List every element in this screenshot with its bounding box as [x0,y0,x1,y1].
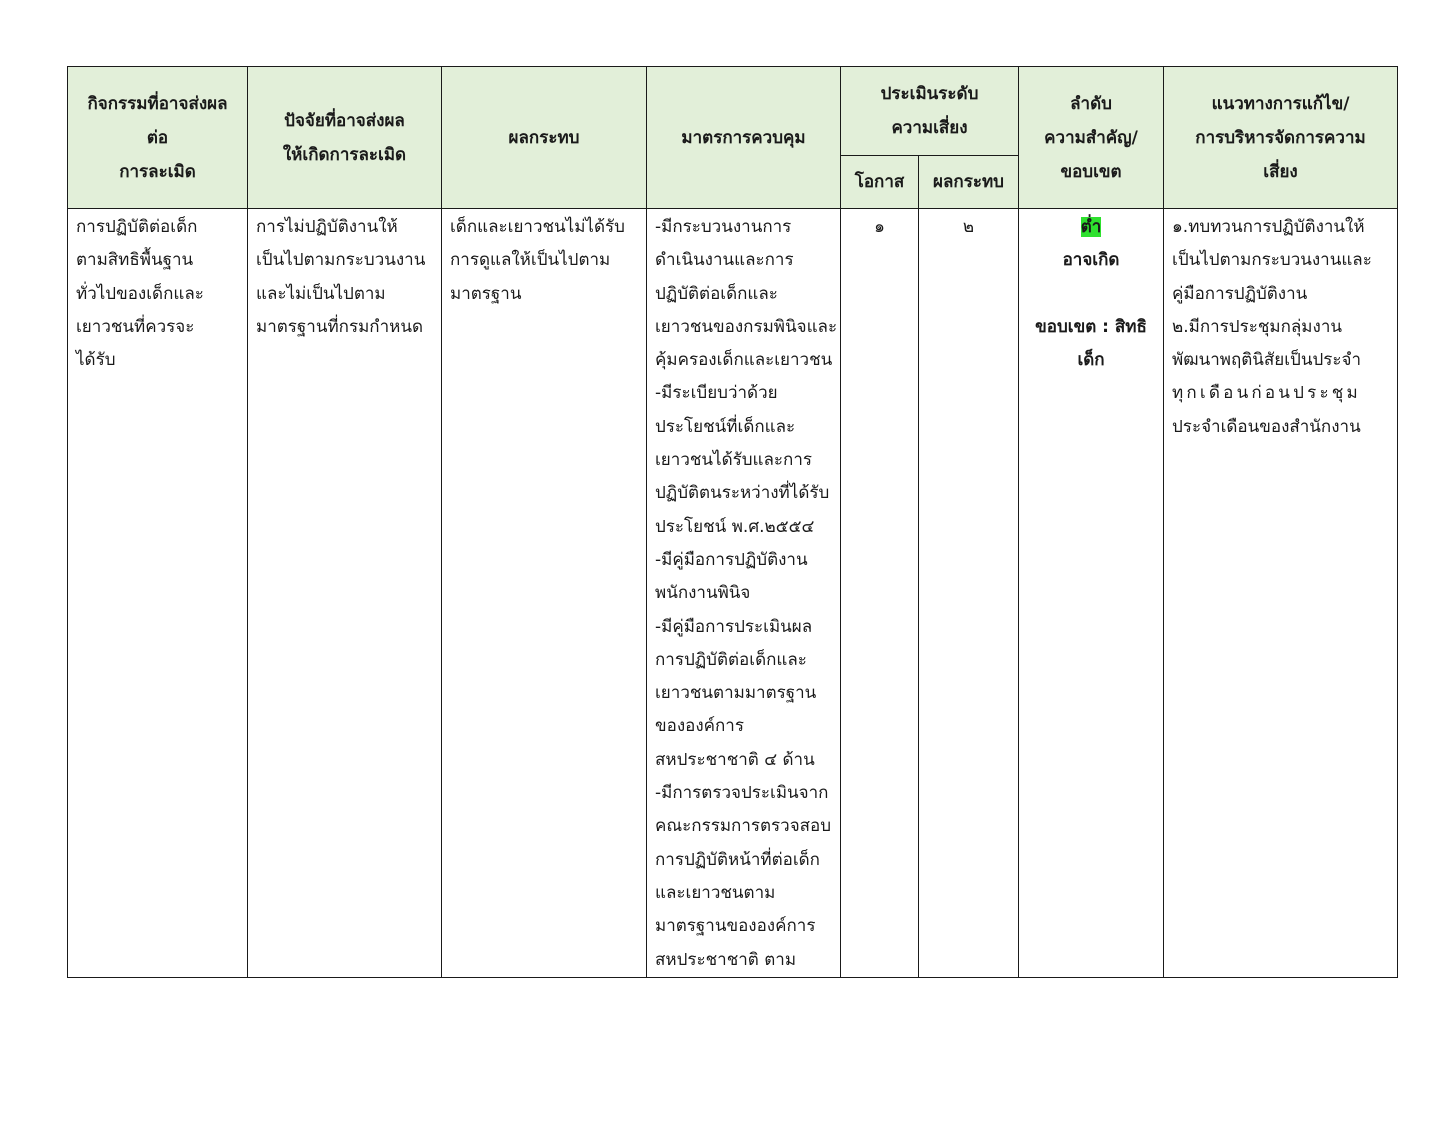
cell-text-line: ทั่วไปของเด็กและ [76,283,204,304]
cell-risk-impact [919,209,1019,978]
cell-text-line: การปฏิบัติต่อเด็ก [76,217,198,237]
cell-text-line: ๒.มีการประชุมกลุ่มงาน [1172,316,1342,337]
cell-text-line: คุ้มครองเด็กและเยาวชน [655,350,833,371]
cell-text-line: และไม่เป็นไปตาม [256,283,386,304]
cell-factor [248,209,442,978]
cell-text-line: ปฏิบัติตนระหว่างที่ได้รับ [655,483,830,504]
cell-text-line: การดูแลให้เป็นไปตาม [450,250,611,271]
risk-assessment-table [67,66,1398,978]
cell-activity [68,209,248,978]
cell-text-line: -มีคู่มือการประเมินผล [655,616,813,637]
cell-text-line: -มีคู่มือการปฏิบัติงาน [655,549,808,570]
cell-text-line: -มีการตรวจประเมินจาก [655,783,829,804]
cell-text-line: -มีระเบียบว่าด้วย [655,383,778,404]
header-control-label: มาตรการควบคุม [681,127,806,148]
header-activity-line: การละเมิด [119,161,196,182]
cell-priority [1019,209,1164,978]
header-solution-line: เสี่ยง [1263,161,1298,182]
cell-text-line: พนักงานพินิจ [655,583,751,604]
header-activity [68,67,248,209]
cell-text-line: ขององค์การ [655,716,744,737]
header-priority-line: ขอบเขต [1060,161,1122,182]
cell-text-line: ประโยชน์ที่เด็กและ [655,416,796,437]
cell-text-line: มาตรฐานขององค์การ [655,916,816,937]
cell-text-line: คู่มือการปฏิบัติงาน [1172,283,1308,304]
likelihood-value: ๑ [874,217,885,237]
header-risk-level-line: ความเสี่ยง [891,118,968,138]
header-risk-level [841,67,1019,156]
priority-level-badge: ต่ำ [1080,217,1102,237]
scope-line: ขอบเขต : สิทธิ [1035,316,1147,337]
header-activity-line: ต่อ [146,127,169,148]
cell-text-line: มาตรฐานที่กรมกำหนด [256,316,424,337]
cell-text-line: เป็นไปตามกระบวนงานและ [1172,250,1372,271]
cell-text-line: สหประชาชาติ ๔ ด้าน [655,749,815,770]
cell-text-line: ได้รับ [76,350,116,371]
cell-text-line: การไม่ปฏิบัติงานให้ [256,217,398,237]
table-row [68,209,1398,978]
cell-text-line: ทุกเดือนก่อนประชุม [1172,383,1361,404]
header-impact [442,67,647,209]
header-risk-level-line: ประเมินระดับ [880,84,979,104]
cell-solution [1164,209,1398,978]
cell-text-line: ประโยชน์ พ.ศ.๒๕๕๔ [655,516,815,537]
cell-text-line: สหประชาชาติ ตาม [655,949,797,970]
cell-text-line: เด็กและเยาวชนไม่ได้รับ [450,217,625,237]
header-priority-line: ความสำคัญ/ [1044,127,1138,148]
cell-text-line: เยาวชนตามมาตรฐาน [655,683,817,704]
scope-line: เด็ก [1077,350,1105,371]
cell-text-line: มาตรฐาน [450,283,522,304]
cell-text-line: การปฏิบัติต่อเด็กและ [655,649,807,670]
header-priority [1019,67,1164,209]
cell-text-line: เยาวชนของกรมพินิจและ [655,316,838,337]
header-factor-line: ปัจจัยที่อาจส่งผล [284,110,405,131]
header-activity-line: กิจกรรมที่อาจส่งผล [87,93,228,114]
header-solution-line: การบริหารจัดการความ [1195,127,1366,148]
cell-text-line: เยาวชนได้รับและการ [655,450,813,471]
header-impact-label: ผลกระทบ [508,127,580,148]
cell-text-line: เยาวชนที่ควรจะ [76,316,195,337]
header-control [647,67,841,209]
header-likelihood-label: โอกาส [854,172,905,192]
header-risk-impact [919,156,1019,209]
header-factor-line: ให้เกิดการละเมิด [282,144,407,165]
header-priority-line: ลำดับ [1070,93,1112,114]
header-factor [248,67,442,209]
header-solution-line: แนวทางการแก้ไข/ [1211,93,1350,114]
cell-text-line: ๑.ทบทวนการปฏิบัติงานให้ [1172,217,1365,237]
cell-text-line: พัฒนาพฤตินิสัยเป็นประจำ [1172,350,1362,371]
header-solution [1164,67,1398,209]
cell-impact [442,209,647,978]
header-risk-impact-label: ผลกระทบ [933,172,1004,192]
cell-text-line: -มีกระบวนงานการ [655,217,792,237]
cell-text-line: เป็นไปตามกระบวนงาน [256,250,426,271]
cell-text-line: และเยาวชนตาม [655,882,776,903]
cell-text-line: การปฏิบัติหน้าที่ต่อเด็ก [655,849,820,870]
risk-impact-value: ๒ [962,217,975,237]
cell-text-line: ตามสิทธิพื้นฐาน [76,250,194,271]
cell-text-line: ประจำเดือนของสำนักงาน [1172,416,1361,437]
cell-control [647,209,841,978]
cell-text-line: คณะกรรมการตรวจสอบ [655,816,832,837]
cell-text-line: ดำเนินงานและการ [655,250,794,271]
cell-text-line: ปฏิบัติต่อเด็กและ [655,283,778,304]
header-likelihood [841,156,919,209]
priority-note: อาจเกิด [1062,250,1120,271]
cell-likelihood [841,209,919,978]
